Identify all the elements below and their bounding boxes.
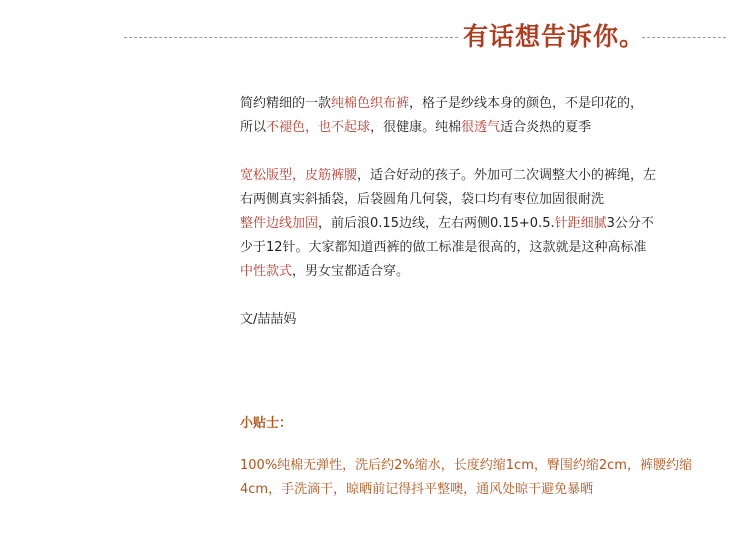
text-segment: ，男女宝都适合穿。 bbox=[292, 264, 410, 279]
highlight-fabric: 纯棉色织布裤 bbox=[331, 96, 410, 111]
highlight-no-fade: 不褪色 bbox=[266, 120, 306, 135]
details-paragraph bbox=[240, 164, 688, 284]
details-line-2: 右两侧真实斜插袋，后袋圆角几何袋，袋口均有枣位加固很耐洗 bbox=[240, 192, 605, 207]
intro-line-2 bbox=[240, 116, 688, 140]
text-segment: ，适合好动的孩子。外加可二次调整大小的裤绳，左 bbox=[357, 168, 657, 183]
text-segment: 简约精细的一款 bbox=[240, 96, 332, 111]
tips-line-2: 4cm，手洗滴干，晾晒前记得抖平整噢，通风处晾干避免暴晒 bbox=[240, 482, 594, 497]
text-segment: ，前后浪0.15边线，左右两侧0.15+0.5. bbox=[318, 216, 555, 231]
details-line-4: 少于12针。大家都知道西裤的做工标准是很高的，这款就是这种高标准 bbox=[240, 240, 647, 255]
highlight-comma: ， bbox=[305, 120, 319, 135]
text-segment: ，格子是纱线本身的颜色，不是印花的， bbox=[409, 96, 644, 111]
highlight-reinforced: 整件边线加固 bbox=[240, 216, 319, 231]
text-segment: 所以 bbox=[240, 120, 267, 135]
text-segment: 3公分不 bbox=[606, 216, 654, 231]
description-body bbox=[240, 92, 688, 332]
tips-title: 小贴士： bbox=[240, 416, 293, 431]
highlight-breathable: 很透气 bbox=[461, 120, 501, 135]
highlight-no-pilling: 也不起球 bbox=[318, 120, 371, 135]
text-segment: 适合炎热的夏季 bbox=[500, 120, 592, 135]
intro-line-1 bbox=[240, 92, 688, 116]
highlight-unisex: 中性款式 bbox=[240, 264, 293, 279]
tips-body bbox=[240, 454, 692, 502]
section-title: 有话想告诉你。 bbox=[463, 22, 646, 51]
highlight-stitching: 针距细腻 bbox=[554, 216, 607, 231]
tips-line-1: 100%纯棉无弹性，洗后约2%缩水，长度约缩1cm，臀围约缩2cm，裤腰约缩 bbox=[240, 458, 692, 473]
highlight-fit: 宽松版型，皮筋裤腰 bbox=[240, 168, 358, 183]
details-line-3 bbox=[240, 212, 688, 236]
author-signature: 文/喆喆妈 bbox=[240, 312, 297, 327]
header-divider-left bbox=[124, 37, 458, 38]
header-divider-right bbox=[642, 37, 726, 38]
details-line-5 bbox=[240, 260, 688, 284]
details-line-1 bbox=[240, 164, 688, 188]
intro-paragraph bbox=[240, 92, 688, 140]
text-segment: ，很健康。纯棉 bbox=[370, 120, 462, 135]
